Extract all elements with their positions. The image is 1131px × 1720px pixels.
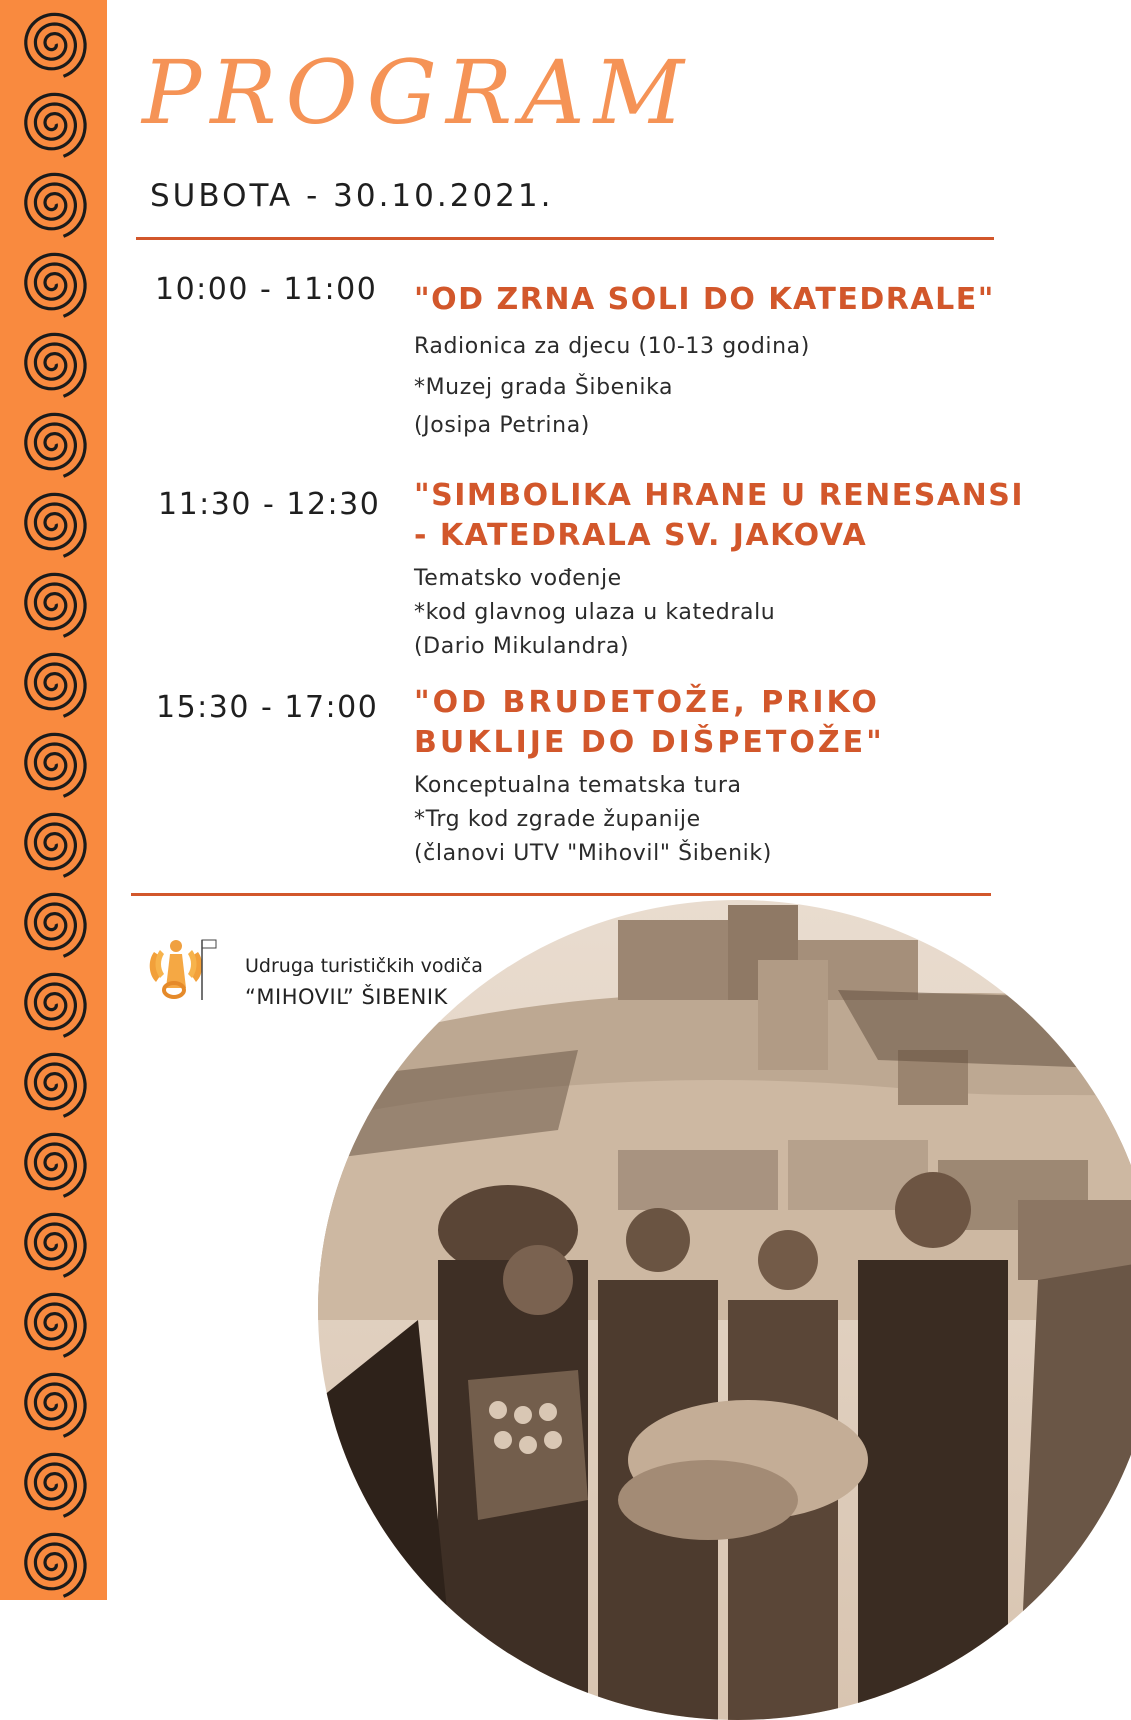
spiral-icon [26, 1054, 85, 1116]
organization-info [245, 955, 483, 1009]
historic-photo-icon [318, 900, 1131, 1720]
event-1 [414, 280, 1114, 444]
spiral-icon [26, 1374, 85, 1436]
angel-logo-icon [146, 930, 221, 1010]
spiral-icon [26, 14, 85, 76]
event-3-time: 15:30 - 17:00 [156, 690, 379, 725]
spiral-icon [26, 94, 85, 156]
event-3-title-line-1: "OD BRUDETOŽE, PRIKO [414, 685, 880, 720]
spiral-icon [26, 734, 85, 796]
event-3-line-1: Konceptualna tematska tura [414, 773, 742, 798]
event-1-line-2: *Muzej grada Šibenika [414, 375, 674, 400]
event-2-time: 11:30 - 12:30 [158, 487, 381, 522]
event-3-line-2: *Trg kod zgrade županije [414, 807, 701, 832]
decorative-spiral-band [0, 0, 107, 1600]
spiral-icon [26, 1134, 85, 1196]
historic-photo [318, 900, 1131, 1720]
organization-name: Udruga turističkih vodiča [245, 955, 483, 977]
event-1-time: 10:00 - 11:00 [155, 272, 378, 307]
event-2 [414, 476, 1114, 664]
spiral-icon [26, 494, 85, 556]
divider-bottom [131, 893, 991, 896]
event-2-line-1: Tematsko vođenje [414, 566, 622, 591]
event-3-line-3: (članovi UTV "Mihovil" Šibenik) [414, 841, 772, 866]
spiral-icon [26, 334, 85, 396]
event-2-title-line-2: - KATEDRALA SV. JAKOVA [414, 518, 868, 553]
event-1-line-1: Radionica za djecu (10-13 godina) [414, 334, 810, 359]
spiral-icon [26, 174, 85, 236]
event-2-title-line-1: "SIMBOLIKA HRANE U RENESANSI [414, 478, 1024, 513]
spiral-icon [26, 254, 85, 316]
event-3 [414, 683, 1114, 871]
event-date: SUBOTA - 30.10.2021. [150, 178, 554, 214]
spiral-icon [26, 894, 85, 956]
spiral-icon [26, 974, 85, 1036]
spiral-icon [26, 1214, 85, 1276]
spiral-icon [26, 814, 85, 876]
spiral-icon [26, 1294, 85, 1356]
spiral-icon [26, 414, 85, 476]
spiral-pattern [0, 0, 107, 1600]
page-title: PROGRAM [142, 41, 693, 144]
event-1-title: "OD ZRNA SOLI DO KATEDRALE" [414, 282, 995, 317]
event-2-line-2: *kod glavnog ulaza u katedralu [414, 600, 776, 625]
event-1-line-3: (Josipa Petrina) [414, 413, 590, 438]
divider-top [136, 237, 994, 240]
spiral-icon [26, 654, 85, 716]
spiral-icon [26, 1454, 85, 1516]
event-3-title-line-2: BUKLIJE DO DIŠPETOŽE" [414, 725, 885, 760]
organization-title: “MIHOVIL” ŠIBENIK [245, 985, 448, 1009]
spiral-icon [26, 574, 85, 636]
spiral-icon [26, 1534, 85, 1596]
event-2-line-3: (Dario Mikulandra) [414, 634, 630, 659]
